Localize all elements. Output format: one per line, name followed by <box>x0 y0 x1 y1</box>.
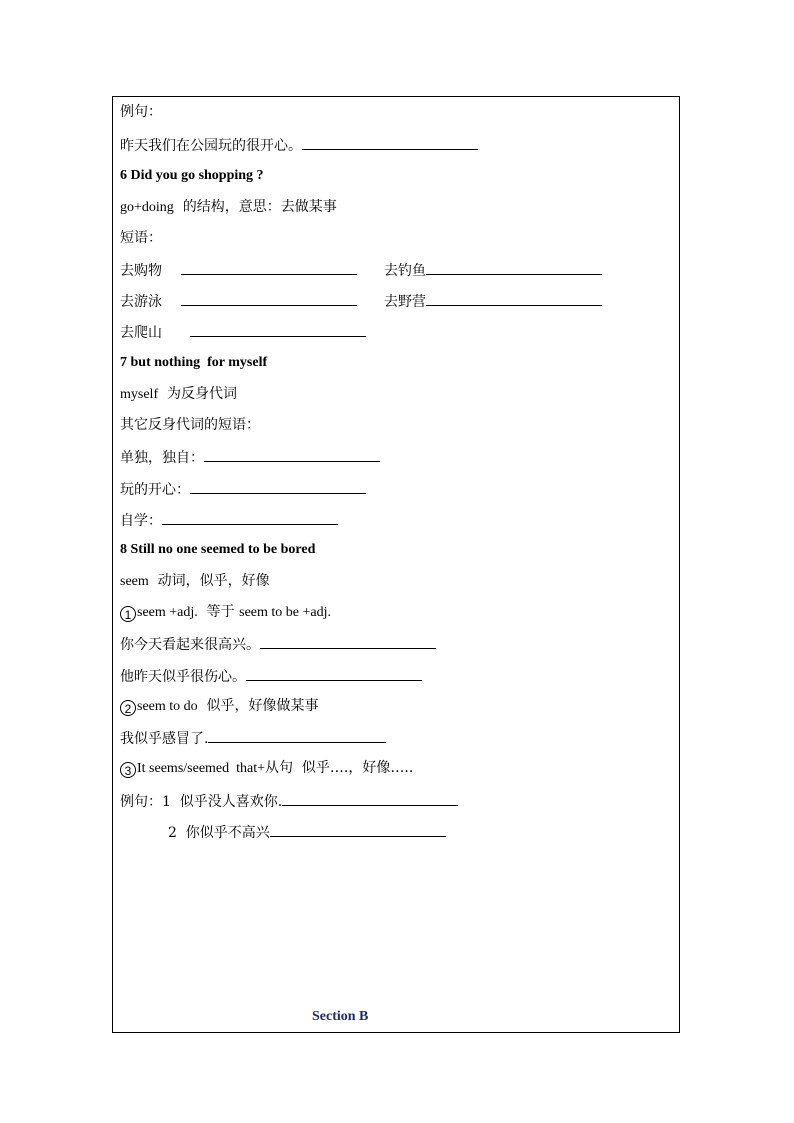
phrase-go-swimming: 去游泳 <box>120 291 357 311</box>
circled-number-icon: 2 <box>120 700 136 716</box>
phrase-go-fishing: 去钓鱼 <box>384 260 602 280</box>
phrases-label: 短语： <box>120 230 162 246</box>
circled-number-icon: 1 <box>120 606 136 622</box>
answer-blank[interactable] <box>181 291 357 306</box>
myself-note: myself 为反身代词 <box>120 386 238 402</box>
example-sentence-park: 昨天我们在公园玩的很开心。 <box>120 135 478 155</box>
heading-8: 8 Still no one seemed to be bored <box>120 542 316 557</box>
answer-blank[interactable] <box>208 728 386 743</box>
answer-blank[interactable] <box>181 260 357 275</box>
usage-3: 3 It seems/seemed that+从句 似乎….，好像….. <box>120 759 413 778</box>
phrase-go-shopping: 去购物 <box>120 260 357 280</box>
answer-blank[interactable] <box>190 322 366 337</box>
example-label: 例句： <box>120 104 162 120</box>
heading-7: 7 but nothing for myself <box>120 355 268 370</box>
answer-blank[interactable] <box>270 822 446 837</box>
answer-blank[interactable] <box>426 291 602 306</box>
content-frame <box>112 96 680 1033</box>
usage-2: 2 seem to do 似乎，好像做某事 <box>120 697 319 716</box>
answer-blank[interactable] <box>162 510 338 525</box>
usage-1: 1 seem +adj. 等于 seem to be +adj. <box>120 603 331 622</box>
answer-blank[interactable] <box>302 135 478 150</box>
sentence-happy-today: 你今天看起来很高兴。 <box>120 634 436 654</box>
answer-blank[interactable] <box>204 447 380 462</box>
sentence-catch-cold: 我似乎感冒了. <box>120 728 386 748</box>
example-not-happy: 2 你似乎不高兴 <box>168 822 446 842</box>
circled-number-icon: 3 <box>120 762 136 778</box>
heading-6: 6 Did you go shopping ? <box>120 168 264 183</box>
phrase-go-camping: 去野营 <box>384 291 602 311</box>
answer-blank[interactable] <box>246 666 422 681</box>
phrase-enjoy-oneself: 玩的开心： <box>120 479 366 499</box>
answer-blank[interactable] <box>190 479 366 494</box>
seem-definition: seem 动词，似乎，好像 <box>120 573 270 589</box>
reflexive-phrases-label: 其它反身代词的短语： <box>120 417 260 433</box>
phrase-teach-oneself: 自学： <box>120 510 338 530</box>
answer-blank[interactable] <box>260 634 436 649</box>
answer-blank[interactable] <box>282 791 458 806</box>
answer-blank[interactable] <box>426 260 602 275</box>
example-nobody-likes-you: 例句：1 似乎没人喜欢你. <box>120 791 458 811</box>
section-b-heading: Section B <box>312 1009 369 1024</box>
sentence-sad-yesterday: 他昨天似乎很伤心。 <box>120 666 422 686</box>
phrase-go-climbing: 去爬山 <box>120 322 366 342</box>
go-doing-structure: go+doing 的结构，意思：去做某事 <box>120 199 337 215</box>
phrase-alone: 单独，独自： <box>120 447 380 467</box>
